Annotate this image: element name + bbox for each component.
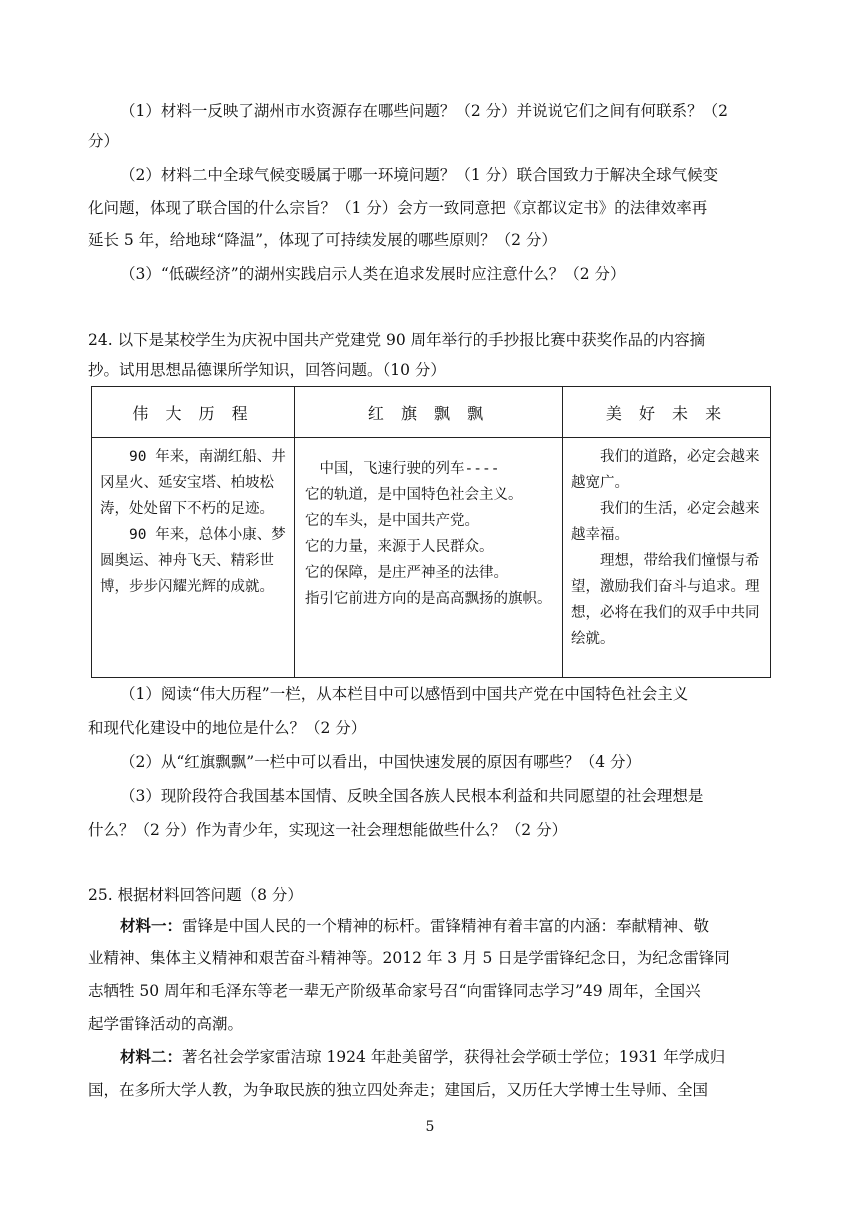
cell-line: 它的保障，是庄严神圣的法律。 <box>305 565 508 581</box>
q24-sub1-line2: 和现代化建设中的地位是什么？（2 分） <box>88 719 367 737</box>
cell-paragraph: 我们的道路，必定会越来越宽广。 <box>571 449 760 491</box>
cell-line: 它的轨道，是中国特色社会主义。 <box>305 487 523 503</box>
material1-text: 雷锋是中国人民的一个精神的标杆。雷锋精神有着丰富的内涵：奉献精神、敬 <box>182 917 710 935</box>
q24-intro-line2: 抄。试用思想品德课所学知识，回答问题。（10 分） <box>88 361 446 379</box>
q23-sub1-line2: 分） <box>88 132 120 150</box>
cell-line: 中国，飞速行驶的列车---- <box>305 461 500 477</box>
q24-sub3-line2: 什么？（2 分）作为青少年，实现这一社会理想能做些什么？（2 分） <box>88 821 568 839</box>
q25-material2-line2: 国，在多所大学人教，为争取民族的独立四处奔走；建国后，又历任大学博士生导师、全国 <box>88 1081 709 1099</box>
material2-text: 著名社会学家雷洁琼 1924 年赴美留学，获得社会学硕士学位；1931 年学成归 <box>182 1048 726 1066</box>
table-header-red-flag: 红 旗 飘 飘 <box>295 387 563 438</box>
table-header-bright-future: 美 好 未 来 <box>563 387 771 438</box>
q23-sub2-line3: 延长 5 年，给地球“降温”，体现了可持续发展的哪些原则？（2 分） <box>88 231 557 249</box>
q25-material1-line4: 起学雷锋活动的高潮。 <box>88 1015 244 1033</box>
cell-paragraph: 90 年来，总体小康、梦圆奥运、神舟飞天、精彩世博，步步闪耀光辉的成就。 <box>100 527 286 595</box>
q24-sub1-line1: （1）阅读“伟大历程”一栏，从本栏目中可以感悟到中国共产党在中国特色社会主义 <box>120 685 689 703</box>
q25-material2-line1 <box>120 1047 780 1067</box>
cell-line: 指引它前进方向的是高高飘扬的旗帜。 <box>305 591 552 607</box>
table-cell-red-flag <box>295 438 563 678</box>
q23-sub1-line1: （1）材料一反映了湖州市水资源存在哪些问题？（2 分）并说说它们之间有何联系？（2 <box>120 102 729 120</box>
q25-material1-line2: 业精神、集体主义精神和艰苦奋斗精神等。2012 年 3 月 5 日是学雷锋纪念日，为纪念雷锋同 <box>88 949 730 967</box>
cell-line: 它的车头，是中国共产党。 <box>305 513 479 529</box>
party-history-table <box>91 386 771 678</box>
q24-sub2-line1: （2）从“红旗飘飘”一栏中可以看出，中国快速发展的原因有哪些？（4 分） <box>120 753 642 771</box>
page-number: 5 <box>425 1119 435 1135</box>
q25-material1-line3: 志牺牲 50 周年和毛泽东等老一辈无产阶级革命家号召“向雷锋同志学习”49 周年，全国兴 <box>88 982 701 1000</box>
cell-paragraph: 我们的生活，必定会越来越幸福。 <box>571 501 760 543</box>
cell-paragraph: 理想，带给我们憧憬与希望，激励我们奋斗与追求。理想，必将在我们的双手中共同绘就。 <box>571 553 760 647</box>
table-header-great-journey: 伟 大 历 程 <box>92 387 295 438</box>
q24-sub3-line1: （3）现阶段符合我国基本国情、反映全国各族人民根本利益和共同愿望的社会理想是 <box>120 787 704 805</box>
cell-line: 它的力量，来源于人民群众。 <box>305 539 494 555</box>
table-cell-great-journey <box>92 438 295 678</box>
q23-sub2-line2: 化问题，体现了联合国的什么宗旨？（1 分）会方一致同意把《京都议定书》的法律效率再 <box>88 199 708 217</box>
cell-paragraph: 90 年来，南湖红船、井冈星火、延安宝塔、柏坡松涛，处处留下不朽的足迹。 <box>100 449 286 517</box>
table-cell-bright-future <box>563 438 771 678</box>
material2-label: 材料二： <box>120 1047 183 1066</box>
material1-label: 材料一： <box>120 916 183 935</box>
q25-intro: 25. 根据材料回答问题（8 分） <box>88 886 303 904</box>
q24-intro-line1: 24. 以下是某校学生为庆祝中国共产党建党 90 周年举行的手抄报比赛中获奖作品的内容摘 <box>88 331 706 349</box>
q23-sub3-line1: （3）“低碳经济”的湖州实践启示人类在追求发展时应注意什么？（2 分） <box>120 265 626 283</box>
q23-sub2-line1: （2）材料二中全球气候变暖属于哪一环境问题？（1 分）联合国致力于解决全球气候变 <box>120 166 719 184</box>
q25-material1-line1 <box>120 916 780 936</box>
